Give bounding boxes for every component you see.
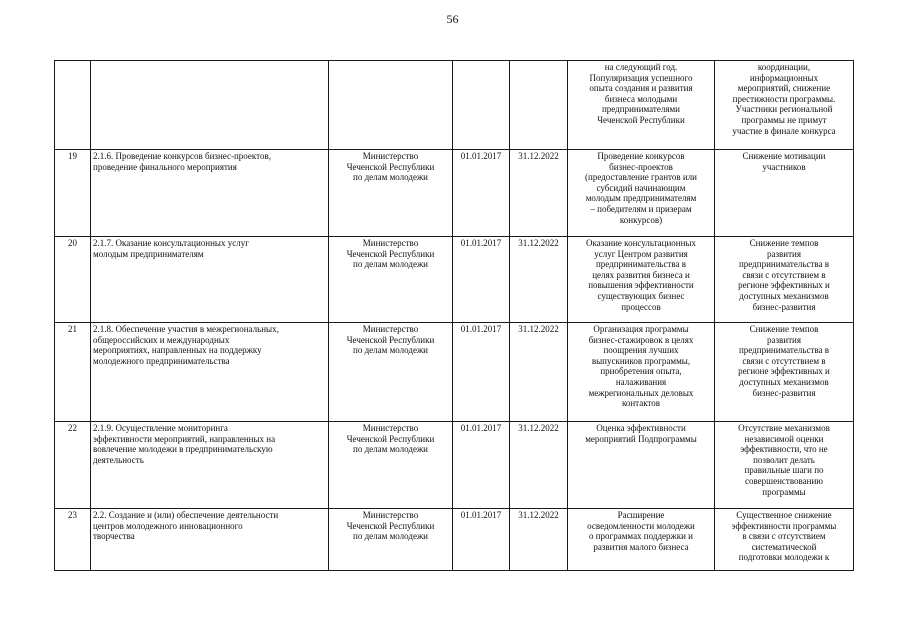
row-number-cell: 19 [55,150,91,237]
expected-result-cell: Организация программы бизнес-стажировок в целях поощрения лучших выпускников программы, приобретения опыта, налаживания межрегиональных деловых контактов [568,323,715,422]
start-date-cell: 01.01.2017 [453,323,510,422]
executor-cell: Министерство Чеченской Республики по делам молодежи [329,422,453,509]
end-date-cell: 31.12.2022 [510,323,568,422]
measure-name-cell: 2.1.9. Осуществление мониторинга эффективности мероприятий, направленных на вовлечение молодежи в предпринимательскую деятельность [91,422,329,509]
executor-cell [329,61,453,150]
risk-cell: Существенное снижение эффективности программы в связи с отсутствием систематической подготовки молодежи к [715,509,854,571]
measure-name-cell [91,61,329,150]
end-date-cell: 31.12.2022 [510,509,568,571]
expected-result-cell: на следующий год. Популяризация успешного опыта создания и развития бизнеса молодыми предпринимателями Чеченской Республики [568,61,715,150]
row-number-cell: 22 [55,422,91,509]
start-date-cell [453,61,510,150]
table-row [55,150,854,237]
start-date-cell: 01.01.2017 [453,150,510,237]
measure-name-cell: 2.1.7. Оказание консультационных услуг молодым предпринимателям [91,237,329,323]
table-row [55,509,854,571]
risk-cell: Снижение мотивации участников [715,150,854,237]
end-date-cell: 31.12.2022 [510,237,568,323]
table-row [55,422,854,509]
start-date-cell: 01.01.2017 [453,422,510,509]
row-number-cell: 23 [55,509,91,571]
end-date-cell: 31.12.2022 [510,422,568,509]
executor-cell: Министерство Чеченской Республики по делам молодежи [329,150,453,237]
row-number-cell: 21 [55,323,91,422]
end-date-cell: 31.12.2022 [510,150,568,237]
risk-cell: Снижение темпов развития предпринимательства в связи с отсутствием в регионе эффективных и доступных механизмов бизнес-развития [715,323,854,422]
table-row [55,237,854,323]
risk-cell: Снижение темпов развития предпринимательства в связи с отсутствием в регионе эффективных и доступных механизмов бизнес-развития [715,237,854,323]
executor-cell: Министерство Чеченской Республики по делам молодежи [329,323,453,422]
row-number-cell: 20 [55,237,91,323]
table-row [55,61,854,150]
table-row [55,323,854,422]
end-date-cell [510,61,568,150]
measures-table [54,60,854,571]
measure-name-cell: 2.1.8. Обеспечение участия в межрегиональных, общероссийских и международных мероприятиях, направленных на поддержку молодежного предпринимательства [91,323,329,422]
executor-cell: Министерство Чеченской Республики по делам молодежи [329,509,453,571]
measure-name-cell: 2.1.6. Проведение конкурсов бизнес-проектов, проведение финального мероприятия [91,150,329,237]
risk-cell: координации, информационных мероприятий, снижение престижности программы. Участники региональной программы не примут участие в финале конкурса [715,61,854,150]
executor-cell: Министерство Чеченской Республики по делам молодежи [329,237,453,323]
expected-result-cell: Оказание консультационных услуг Центром развития предпринимательства в целях развития бизнеса и повышения эффективности существующих бизнес процессов [568,237,715,323]
start-date-cell: 01.01.2017 [453,237,510,323]
expected-result-cell: Оценка эффективности мероприятий Подпрограммы [568,422,715,509]
risk-cell: Отсутствие механизмов независимой оценки эффективности, что не позволит делать правильные шаги по совершенствованию программы [715,422,854,509]
expected-result-cell: Проведение конкурсов бизнес-проектов (предоставление грантов или субсидий начинающим молодым предпринимателям – победителям и призерам конкурсов) [568,150,715,237]
expected-result-cell: Расширение осведомленности молодежи о программах поддержки и развития малого бизнеса [568,509,715,571]
page-number: 56 [446,12,459,26]
measure-name-cell: 2.2. Создание и (или) обеспечение деятельности центров молодежного инновационного творчества [91,509,329,571]
start-date-cell: 01.01.2017 [453,509,510,571]
row-number-cell [55,61,91,150]
